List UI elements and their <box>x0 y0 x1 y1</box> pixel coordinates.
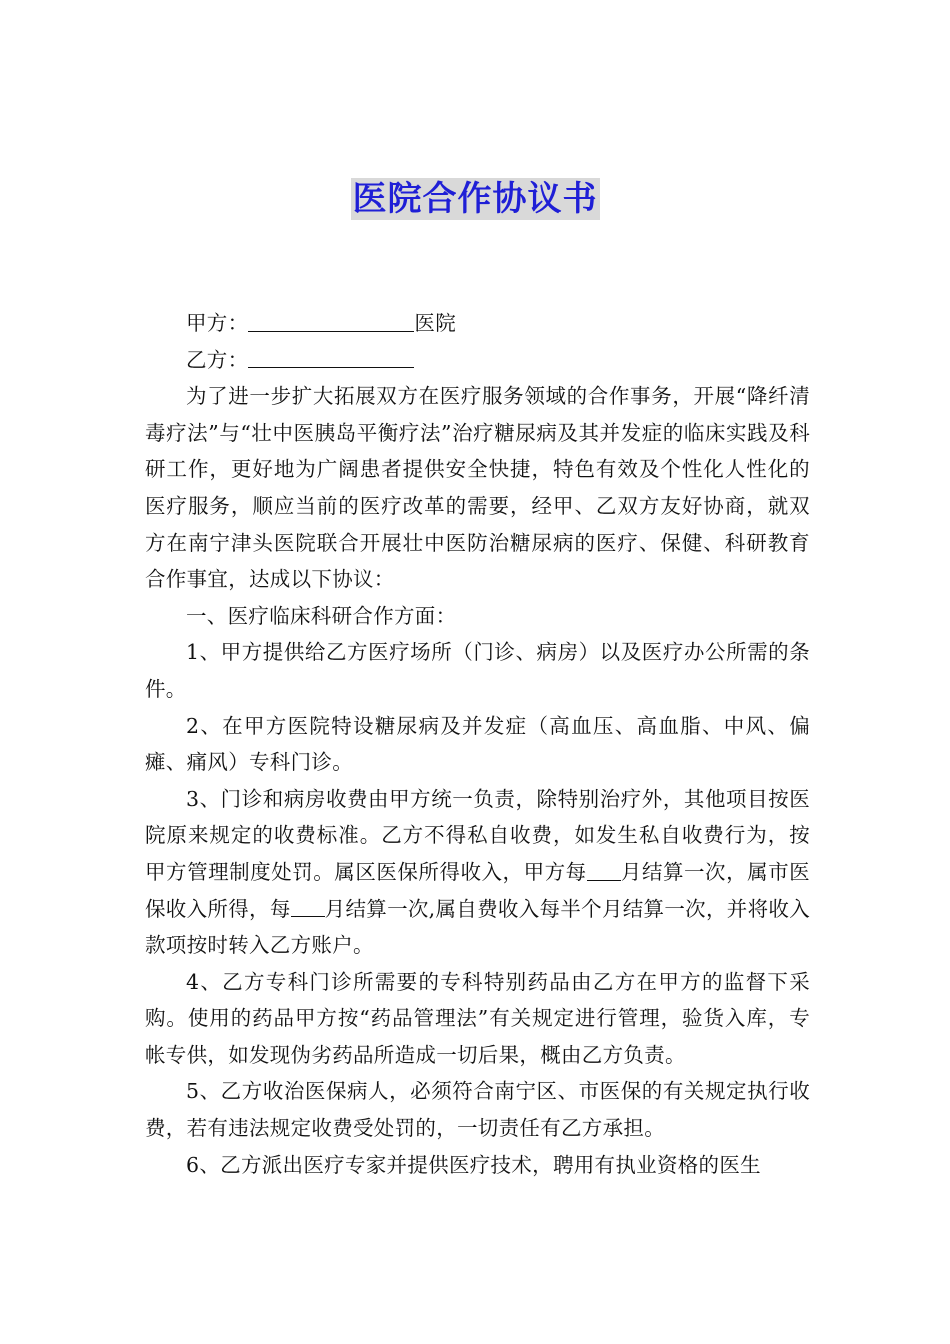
title-container <box>0 178 950 220</box>
clause-3-blank-2 <box>291 896 325 918</box>
party-b-blank <box>248 347 414 369</box>
intro-paragraph: 为了进一步扩大拓展双方在医疗服务领域的合作事务，开展“降纤清毒疗法”与“壮中医胰岛平衡疗法”治疗糖尿病及其并发症的临床实践及科研工作，更好地为广阔患者提供安全快捷，特色有效及个性化人性化的医疗服务，顺应当前的医疗改革的需要，经甲、乙双方友好协商，就双方在南宁津头医院联合开展壮中医防治糖尿病的医疗、保健、科研教育合作事宜，达成以下协议： <box>145 384 810 592</box>
clause-3-part3: 月结算一次,属自费收入每半个月结算一次，并将收入款项按时转入乙方账户。 <box>145 896 810 958</box>
clause-1: 1、甲方提供给乙方医疗场所（门诊、病房）以及医疗办公所需的条件。 <box>145 640 810 701</box>
document-title: 医院合作协议书 <box>352 179 598 219</box>
section-heading-1: 一、医疗临床科研合作方面： <box>186 603 457 628</box>
clause-3 <box>145 781 810 964</box>
clause-6: 6、乙方派出医疗专家并提供医疗技术，聘用有执业资格的医生 <box>186 1152 761 1177</box>
clause-2: 2、在甲方医院特设糖尿病及并发症（高血压、高血脂、中风、偏瘫、痛风）专科门诊。 <box>145 713 810 775</box>
clause-5: 5、乙方收治医保病人，必须符合南宁区、市医保的有关规定执行收费，若有违法规定收费受处罚的，一切责任有乙方承担。 <box>145 1079 810 1141</box>
party-b-label: 乙方： <box>186 347 249 372</box>
clause-3-blank-1 <box>587 859 621 881</box>
clause-4: 4、乙方专科门诊所需要的专科特别药品由乙方在甲方的监督下采购。使用的药品甲方按“药品管理法”有关规定进行管理，验货入库，专帐专供，如发现伪劣药品所造成一切后果，概由乙方负责。 <box>145 969 810 1067</box>
document-body <box>145 305 810 1183</box>
party-a-label: 甲方： <box>186 311 249 335</box>
party-b-line <box>145 342 810 379</box>
clause-3-part1: 3、门诊和病房收费由甲方统一负责，除特别治疗外，其他项目按医院原来规定的收费标准。乙方不得私自收费，如发生私自收费行为，按甲方管理制度处罚。属区医保所得收入，甲方每 <box>145 786 810 884</box>
party-a-blank <box>248 310 414 332</box>
clause-3-part2: 月结算一次，属市医保收入所得，每 <box>145 859 810 921</box>
party-a-line <box>145 305 810 342</box>
party-a-suffix: 医院 <box>414 311 457 335</box>
